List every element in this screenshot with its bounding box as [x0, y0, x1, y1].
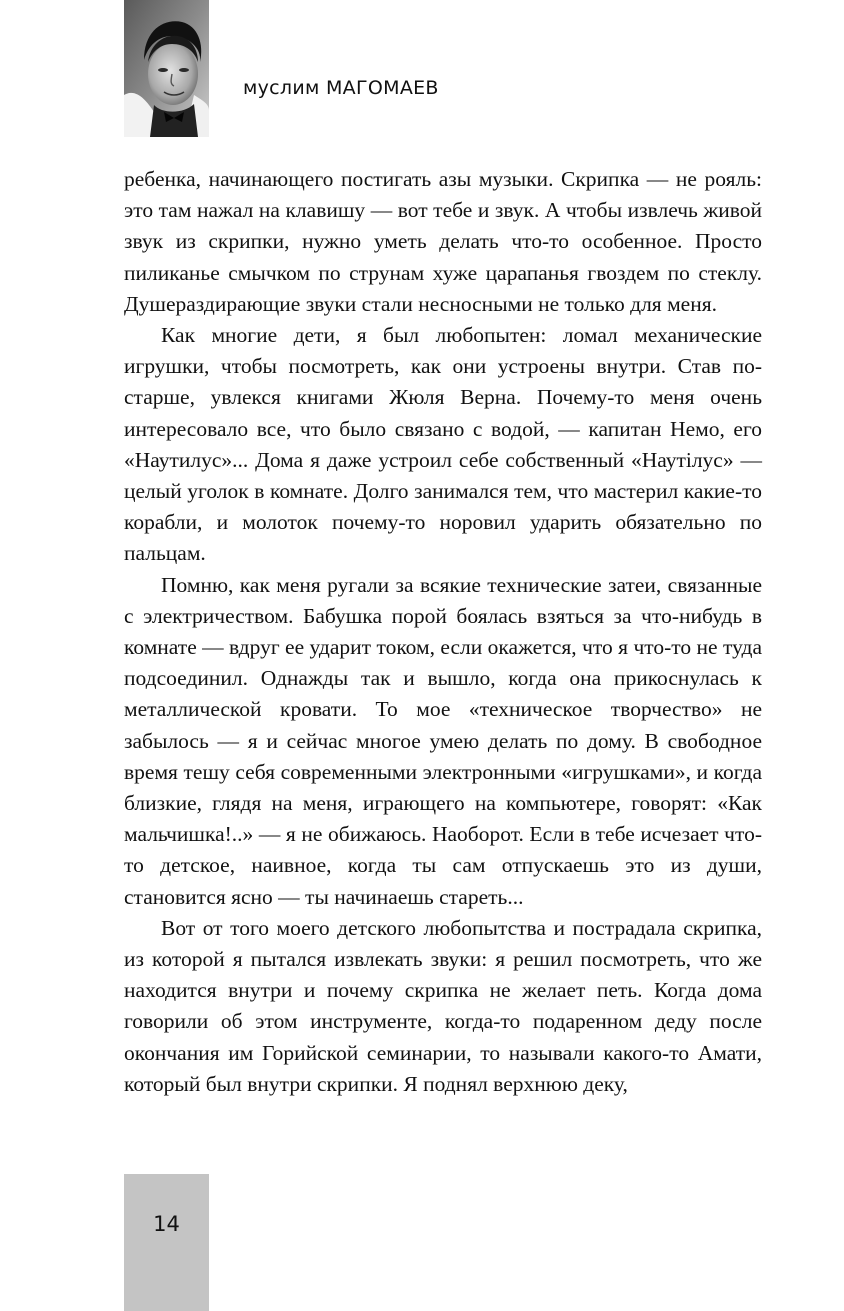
- paragraph-2: Как многие дети, я был любопытен: ломал механические игрушки, чтобы посмотреть, как они устроены внутри. Став постарше, увлекся книгами Жюля Верна. Почему-то меня очень интересовало все, что было связано с водой, — капитан Немо, его «Наутилус»... Дома я даже устроил себе собственный «Наутілус» — целый уголок в комнате. Долго занимался тем, что мастерил какие-то корабли, и молоток почему-то норовил ударить обязательно по пальцам.: [124, 323, 762, 566]
- author-photo: [124, 0, 209, 137]
- paragraph-1: ребенка, начинающего постигать азы музыки. Скрипка — не рояль: это там нажал на клавишу — вот тебе и звук. А чтобы извлечь живой звук из скрипки, нужно уметь делать что-то особенное. Просто пиликанье смычком по струнам хуже царапанья гвоздем по стеклу. Душераздирающие звуки стали несносными не только для меня.: [124, 167, 762, 316]
- paragraph-4: Вот от того моего детского любопытства и пострадала скрипка, из которой я пытался извлекать звуки: я решил посмотреть, что же находится внутри и почему скрипка не желает петь. Когда дома говорили об этом инструменте, когда-то подаренном деду после окончания им Горийской семинарии, то называли какого-то Амати, который был внутри скрипки. Я поднял верхнюю деку,: [124, 915, 762, 1096]
- body-text: [124, 164, 762, 1100]
- running-head: муслим МАГОМАЕВ: [243, 77, 439, 99]
- folio-block: [124, 1174, 209, 1311]
- page-number: 14: [153, 1212, 180, 1236]
- paragraph-3: Помню, как меня ругали за всякие технические затеи, связанные с электричеством. Бабушка порой боялась взяться за что-нибудь в комнате — вдруг ее ударит током, если окажется, что я что-то не туда подсоединил. Однажды так и вышло, когда она прикоснулась к металлической кровати. То мое «техническое творчество» не забылось — я и сейчас многое умею делать по дому. В свободное время тешу себя современными электронными «игрушками», и когда близкие, глядя на меня, играющего на компьютере, говорят: «Как мальчишка!..» — я не обижаюсь. Наоборот. Если в тебе исчезает что-то детское, наивное, когда ты сам отпускаешь это из души, становится ясно — ты начинаешь стареть...: [124, 572, 762, 909]
